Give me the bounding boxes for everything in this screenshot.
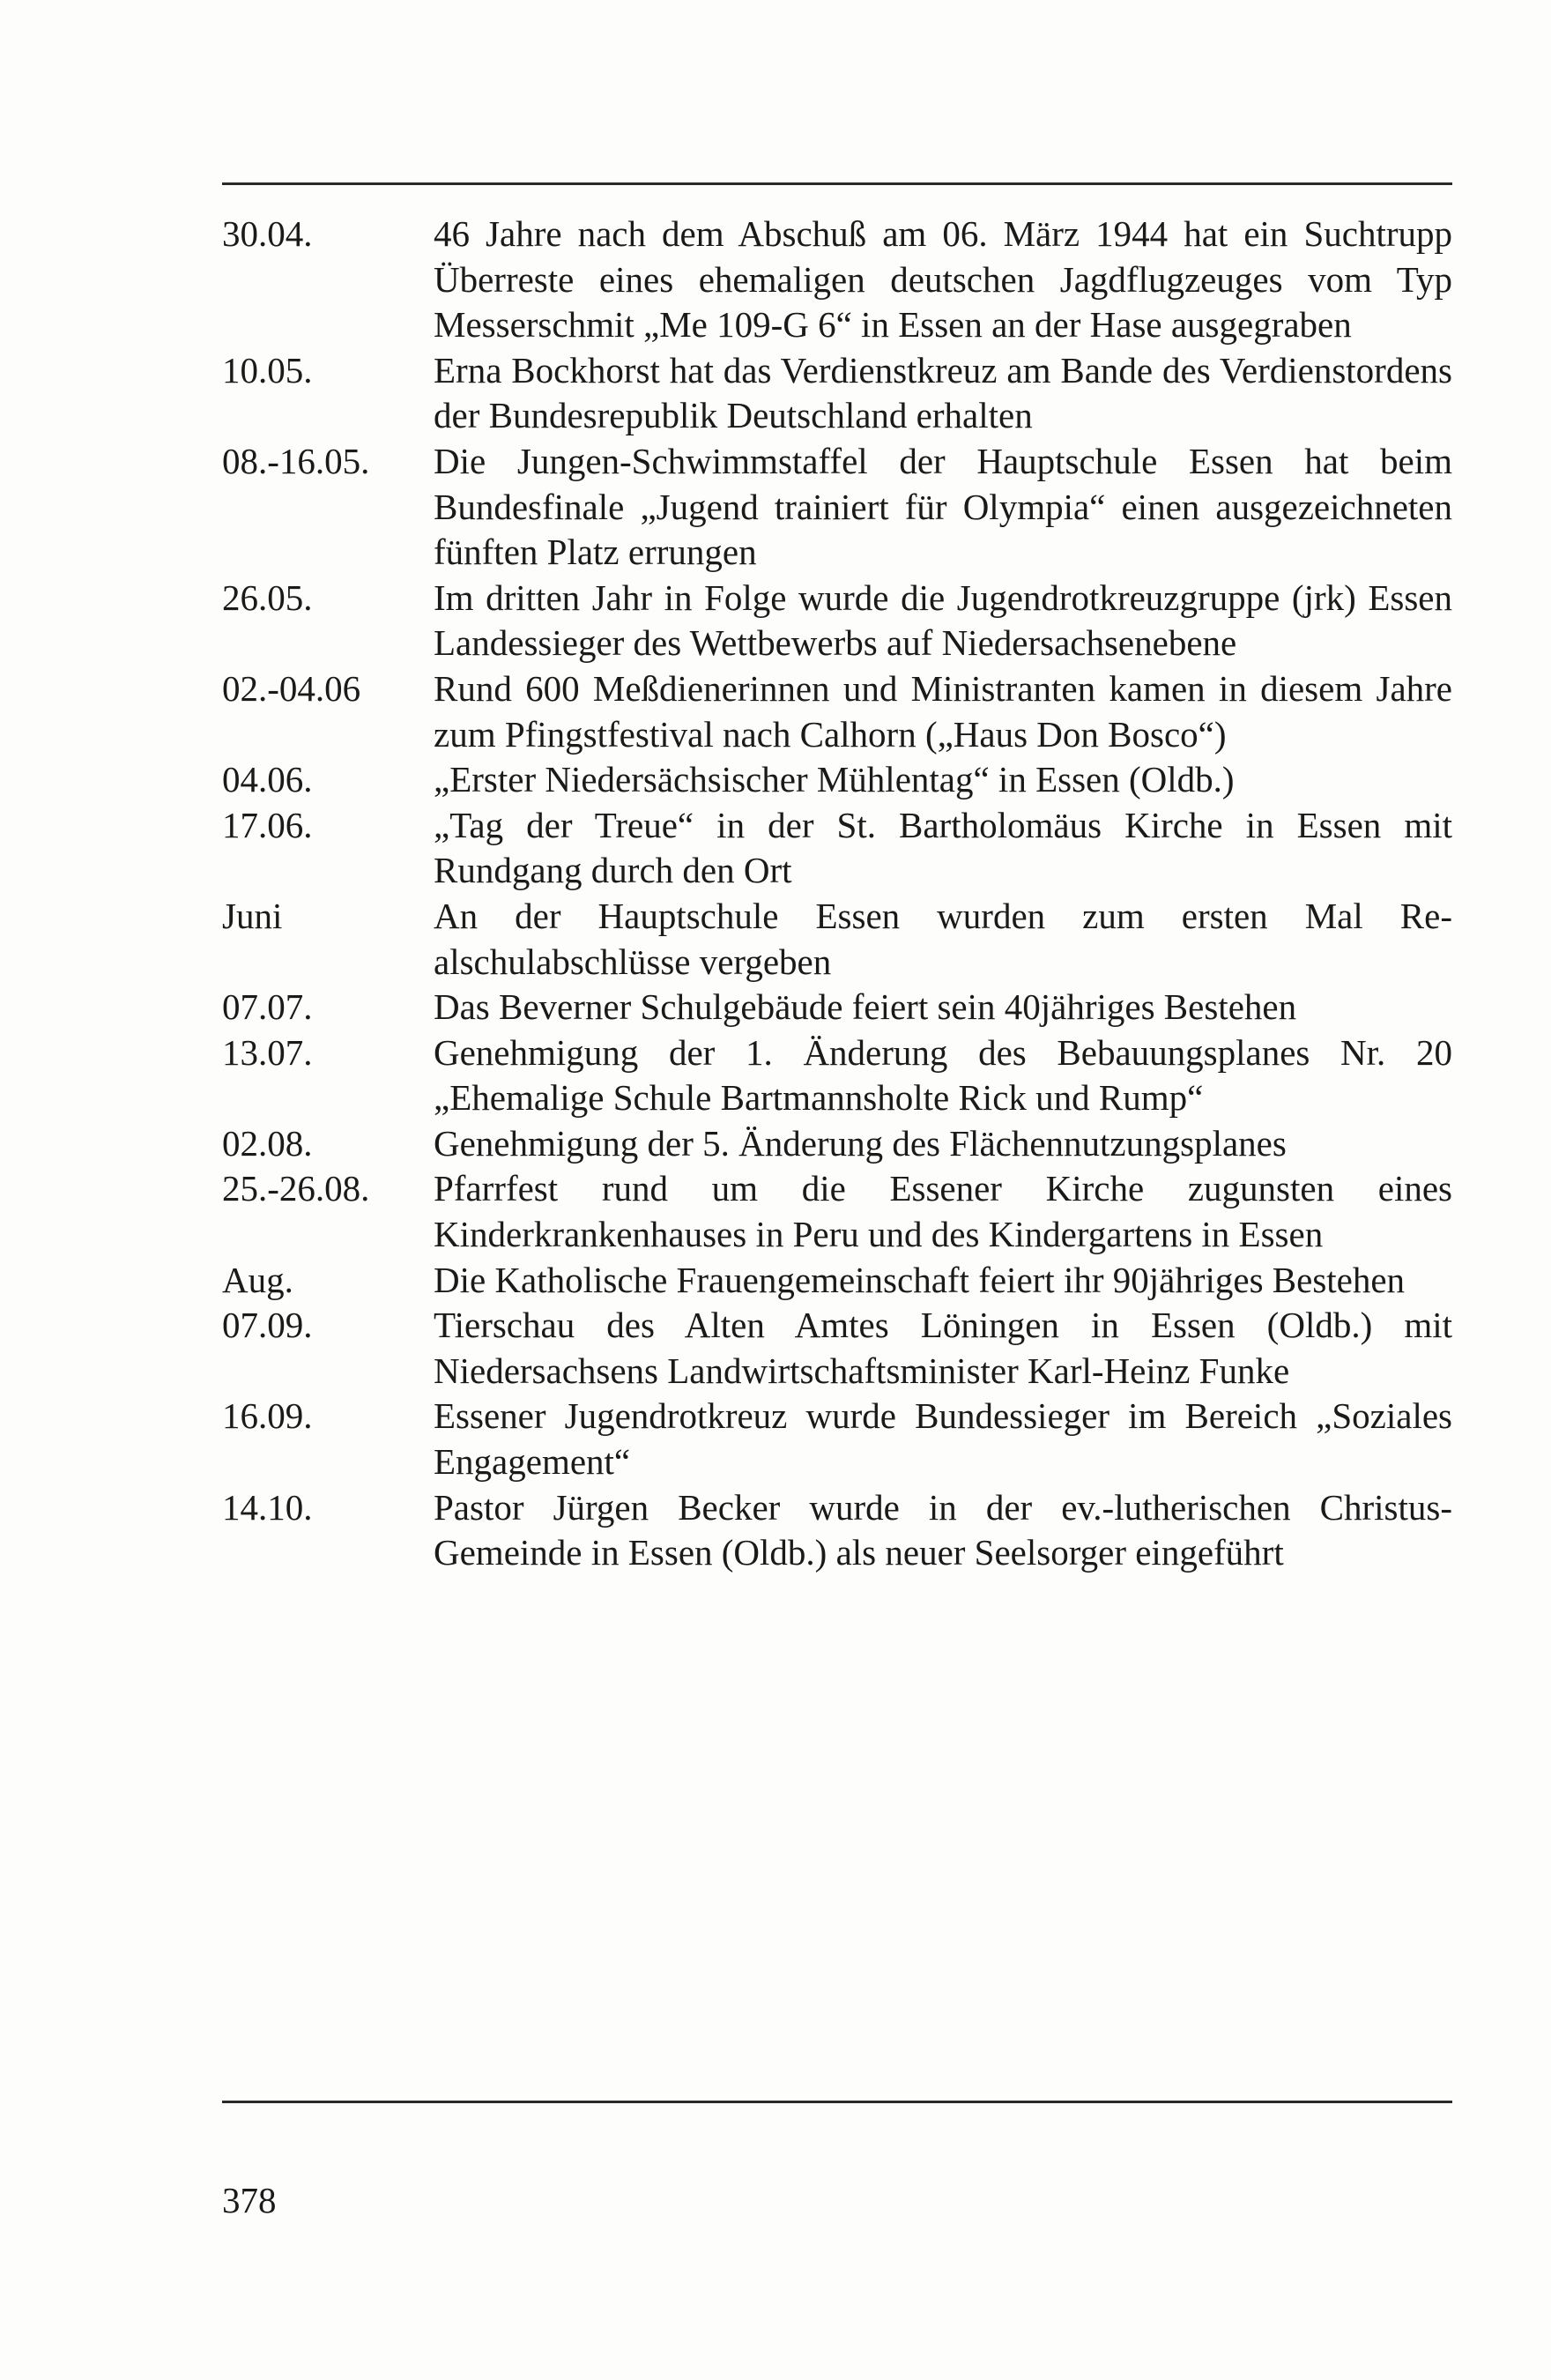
entry-date: 25.-26.08. [222,1168,370,1209]
entry-date: 02.08. [222,1122,313,1164]
chronicle-entry [222,894,1452,985]
chronicle-entry [222,666,1452,757]
chronicle-entry [222,1121,1452,1167]
chronicle-entry [222,439,1452,576]
entry-date: 10.05. [222,349,313,390]
chronicle-entry [222,757,1452,803]
chronicle-entry [222,803,1452,894]
chronicle-list [222,212,1452,1576]
chronicle-entry [222,1394,1452,1484]
entry-date: 07.07. [222,986,313,1028]
chronicle-entry [222,1030,1452,1121]
entry-date: 14.10. [222,1486,313,1528]
entry-text: Tierschau des Alten Amtes Löningen in Essen (Oldb.) mit Niedersachsens Landwirtschaftsminister Karl-Heinz Funke [434,1305,1452,1391]
entry-text: Pastor Jürgen Becker wurde in der ev.-lutherischen Christus-Gemeinde in Essen (Oldb.) als neuer Seelsorger eingeführt [434,1486,1452,1573]
entry-text: Rund 600 Meßdienerinnen und Ministranten kamen in diesem Jahre zum Pfingstfestival nach Calhorn („Haus Don Bosco“) [434,667,1452,755]
entry-text: Erna Bockhorst hat das Verdienstkreuz am Bande des Verdienstordens der Bundesrepublik Deutschland erhalten [434,349,1452,436]
bottom-rule [222,2101,1452,2103]
entry-date: 04.06. [222,759,313,800]
page-number: 378 [222,2180,277,2220]
entry-date: Aug. [222,1259,293,1300]
entry-text: Die Katholische Frauengemeinschaft feiert ihr 90jähriges Bestehen [434,1259,1406,1300]
entry-text: 46 Jahre nach dem Abschuß am 06. März 1944 hat ein Suchtrupp Überreste eines ehemaligen deutschen Jagdflugzeuges vom Typ Messerschmit „Me 109-G 6“ in Essen an der Hase ausgegraben [434,213,1452,346]
entry-text: An der Hauptschule Essen wurden zum ersten Mal Realschulabschlüsse vergeben [434,895,1452,982]
entry-text: Das Beverner Schulgebäude feiert sein 40jähriges Bestehen [434,986,1297,1028]
entry-text: „Erster Niedersächsischer Mühlentag“ in Essen (Oldb.) [434,759,1235,800]
chronicle-entry [222,1485,1452,1576]
entry-date: 17.06. [222,804,313,845]
entry-date: 30.04. [222,213,313,254]
chronicle-entry [222,576,1452,666]
entry-date: 07.09. [222,1305,313,1346]
entry-date: 16.09. [222,1395,313,1437]
entry-text: Pfarrfest rund um die Essener Kirche zugunsten eines Kinderkrankenhauses in Peru und des Kindergartens in Essen [434,1168,1452,1255]
entry-text: „Tag der Treue“ in der St. Bartholomäus Kirche in Essen mit Rundgang durch den Ort [434,804,1452,891]
entry-date: Juni [222,895,283,936]
entry-date: 13.07. [222,1031,313,1073]
chronicle-entry [222,985,1452,1030]
chronicle-entry [222,1258,1452,1304]
chronicle-entry [222,1166,1452,1257]
entry-text: Genehmigung der 1. Änderung des Bebauungsplanes Nr. 20 „Ehemalige Schule Bartmannsholte Rick und Rump“ [434,1031,1452,1119]
top-rule [222,182,1452,185]
chronicle-entry [222,348,1452,439]
entry-text: Essener Jugendrotkreuz wurde Bundessieger im Bereich „Soziales Engagement“ [434,1395,1452,1483]
entry-date: 26.05. [222,576,313,618]
chronicle-entry [222,212,1452,348]
entry-date: 08.-16.05. [222,440,370,481]
chronicle-entry [222,1303,1452,1394]
entry-date: 02.-04.06 [222,667,361,709]
entry-text: Die Jungen-Schwimmstaffel der Hauptschule Essen hat beim Bundesfinale „Jugend trainiert für Olympia“ einen ausgezeichneten fünften Platz errungen [434,440,1452,573]
entry-text: Genehmigung der 5. Änderung des Flächennutzungsplanes [434,1122,1287,1164]
entry-text: Im dritten Jahr in Folge wurde die Jugendrotkreuzgruppe (jrk) Essen Landessieger des Wettbewerbs auf Niedersachsenebene [434,576,1452,664]
